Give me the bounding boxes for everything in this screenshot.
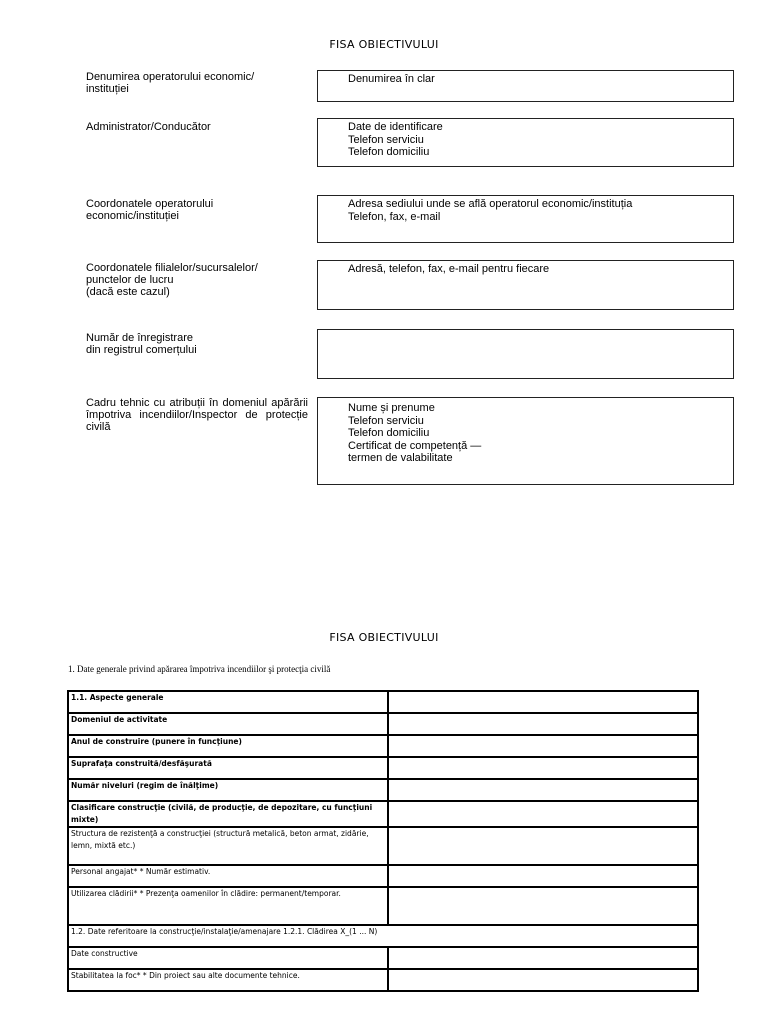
- row-value-cell[interactable]: [388, 691, 698, 713]
- table-row: [68, 865, 698, 887]
- label-operator-name: Denumirea operatorului economic/ instituției: [86, 71, 255, 95]
- row-value-cell[interactable]: [388, 779, 698, 801]
- row-label: Utilizarea clădirii* * Prezenţa oamenilor în clădire: permanent/temporar.: [68, 887, 388, 925]
- field-hint: Telefon serviciu: [348, 133, 424, 146]
- label-branch-coordinates: Coordonatele filialelor/sucursalelor/ punctelor de lucru (dacă este cazul): [86, 262, 258, 298]
- row-label: Suprafaţa construită/desfăşurată: [68, 757, 388, 779]
- row-label: Anul de construire (punere în funcţiune): [68, 735, 388, 757]
- label-operator-coordinates: Coordonatele operatorului economic/instituției: [86, 198, 214, 222]
- row-value-cell[interactable]: [388, 969, 698, 991]
- label-technical-staff: Cadru tehnic cu atribuții în domeniul apărării împotriva incendiilor/Inspector de protecție civilă: [86, 397, 308, 433]
- row-value-cell[interactable]: [388, 801, 698, 827]
- row-value-cell[interactable]: [388, 887, 698, 925]
- row-value-cell[interactable]: [388, 947, 698, 969]
- row-label: Clasificare construcţie (civilă, de producţie, de depozitare, cu funcţiuni mixte): [68, 801, 388, 827]
- table-row: [68, 757, 698, 779]
- row-label: Stabilitatea la foc* * Din proiect sau alte documente tehnice.: [68, 969, 388, 991]
- field-registry-number[interactable]: [317, 329, 734, 379]
- table-row: [68, 947, 698, 969]
- section-intro: 1. Date generale privind apărarea împotriva incendiilor şi protecţia civilă: [68, 664, 331, 674]
- table-row: [68, 691, 698, 713]
- field-hint: Telefon domiciliu: [348, 427, 430, 439]
- field-branch-coordinates[interactable]: [317, 260, 734, 310]
- row-value-cell[interactable]: [388, 757, 698, 779]
- table-row: [68, 779, 698, 801]
- row-section-header: 1.2. Date referitoare la construcţie/instalaţie/amenajare 1.2.1. Clădirea X_(1 ... N): [68, 925, 698, 947]
- row-label: Domeniul de activitate: [68, 713, 388, 735]
- field-administrator[interactable]: [317, 118, 734, 167]
- row-label: Număr niveluri (regim de înălţime): [68, 779, 388, 801]
- field-hint: Telefon serviciu: [348, 414, 424, 427]
- label-registry-number: Număr de înregistrare din registrul comerțului: [86, 332, 197, 356]
- table-row: [68, 713, 698, 735]
- table-row: [68, 735, 698, 757]
- form-title-2: FISA OBIECTIVULUI: [329, 631, 439, 644]
- row-value-cell[interactable]: [388, 827, 698, 865]
- field-hint: Telefon, fax, e-mail: [348, 210, 441, 223]
- row-label: 1.1. Aspecte generale: [68, 691, 388, 713]
- field-hint: Adresa sediului unde se află operatorul economic/instituția: [348, 198, 633, 210]
- form-title: FISA OBIECTIVULUI: [329, 38, 439, 51]
- field-hint: Certificat de competență —: [348, 439, 482, 452]
- table-row: [68, 969, 698, 991]
- row-value-cell[interactable]: [388, 735, 698, 757]
- table-row: [68, 827, 698, 865]
- field-hint: Denumirea în clar: [348, 73, 435, 85]
- row-value-cell[interactable]: [388, 713, 698, 735]
- field-hint: Telefon domiciliu: [348, 146, 430, 158]
- label-administrator: Administrator/Conducător: [86, 121, 211, 133]
- field-hint: Nume și prenume: [348, 402, 435, 414]
- field-hint: Date de identificare: [348, 121, 443, 133]
- row-label: Structura de rezistenţă a construcţiei (structură metalică, beton armat, zidărie, lemn, mixtă etc.): [68, 827, 388, 865]
- field-operator-coordinates[interactable]: [317, 195, 734, 243]
- field-hint: termen de valabilitate: [348, 452, 453, 464]
- table-row: [68, 925, 698, 947]
- row-label: Personal angajat* * Număr estimativ.: [68, 865, 388, 887]
- field-technical-staff[interactable]: [317, 397, 734, 485]
- field-hint: Adresă, telefon, fax, e-mail pentru fiecare: [348, 263, 550, 275]
- row-label: Date constructive: [68, 947, 388, 969]
- row-value-cell[interactable]: [388, 865, 698, 887]
- table-row: [68, 887, 698, 925]
- table-row: [68, 801, 698, 827]
- field-operator-name[interactable]: [317, 70, 734, 102]
- general-data-table: [67, 690, 699, 992]
